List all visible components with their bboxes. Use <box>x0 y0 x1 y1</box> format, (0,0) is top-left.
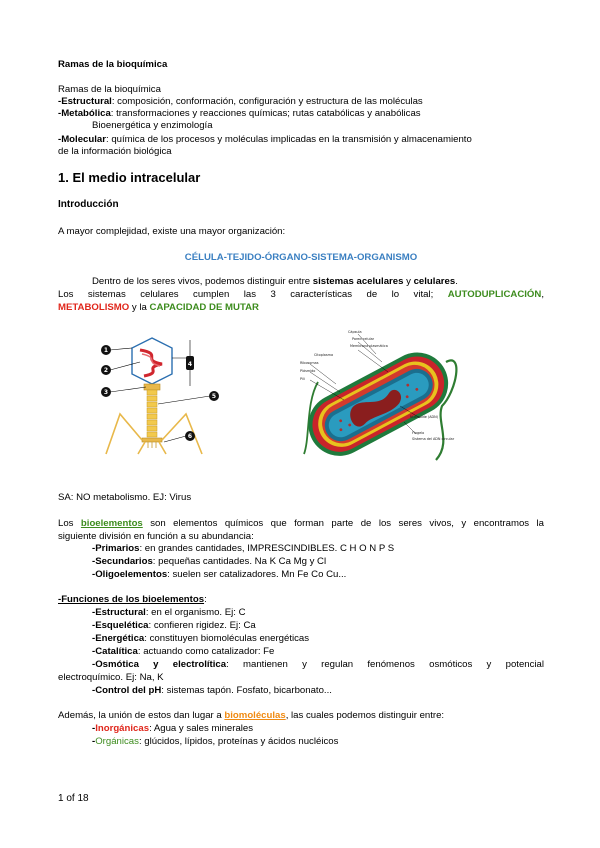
rama-estructural-text: : composición, conformación, configuración y estructura de las moléculas <box>111 96 423 107</box>
oligo-item <box>92 569 346 581</box>
funcion-esqueletica <box>92 620 256 632</box>
inorganicas-item <box>92 723 253 735</box>
virus-label-1: 1 <box>103 347 109 354</box>
organicas-item <box>92 736 338 748</box>
primarios-item <box>92 543 394 555</box>
secundarios-text: : pequeñas cantidades. Na K Ca Mg y Cl <box>152 556 327 567</box>
inorganicas-dash: - <box>92 723 96 734</box>
bacterium-illustration <box>296 322 466 462</box>
oligo-label: -Oligoelementos <box>92 569 168 580</box>
funcion-energetica-label: -Energética <box>92 633 145 644</box>
caracteristicas-paragraph <box>58 289 544 301</box>
bacteriophage-illustration <box>90 330 230 458</box>
bacteria-label-plasmido: Plásmido <box>300 369 316 373</box>
funcion-catalitica <box>92 646 274 658</box>
rama-molecular-cont: de la información biológica <box>58 146 172 157</box>
secundarios-label: -Secundarios <box>92 556 153 567</box>
organicas-label: Orgánicas <box>95 736 139 747</box>
bioelementos-paragraph <box>58 518 544 530</box>
primarios-label: -Primarios <box>92 543 140 554</box>
funcion-esqueletica-text: : confieren rigidez. Ej: Ca <box>148 620 256 631</box>
organization-levels: CÉLULA-TEJIDO-ÓRGANO-SISTEMA-ORGANISMO <box>184 252 418 263</box>
p2-e: . <box>455 276 458 287</box>
funcion-estructural <box>92 607 246 619</box>
p3-c: , <box>541 289 544 300</box>
intro-paragraph: A mayor complejidad, existe una mayor organización: <box>58 226 286 237</box>
bacteria-label-adn: Sistema del ADN circular <box>412 437 455 441</box>
caracteristicas-cont <box>58 302 259 314</box>
biomol-p-c: , las cuales podemos distinguir entre: <box>285 710 445 721</box>
p2-b: sistemas acelulares <box>312 276 404 287</box>
p2-d: celulares <box>413 276 456 287</box>
primarios-text: : en grandes cantidades, IMPRESCINDIBLES. C H O N P S <box>139 543 395 554</box>
virus-label-3: 3 <box>103 389 109 396</box>
doc-title: Ramas de la bioquímica <box>58 59 168 70</box>
section-heading: 1. El medio intracelular <box>58 170 201 185</box>
rama-metabolica <box>58 108 421 120</box>
funcion-osmotica-text: : mantienen y regulan fenómenos osmóticos y potencial <box>226 659 545 670</box>
funciones-colon: : <box>204 594 207 605</box>
bioelementos-cont: siguiente división en función a su abundancia: <box>58 531 254 542</box>
acelulares-paragraph <box>92 276 458 288</box>
bacteria-label-nucleoide: Nucleoide (ADN) <box>410 415 439 419</box>
bacteria-label-membrana: Membrana plasmática <box>350 344 388 348</box>
organicas-text: : glúcidos, lípidos, proteínas y ácidos nucléicos <box>138 736 339 747</box>
p3-autoduplicacion: AUTODUPLICACIÓN <box>447 289 542 300</box>
oligo-text: : suelen ser catalizadores. Mn Fe Co Cu... <box>167 569 347 580</box>
rama-molecular-text: : química de los procesos y moléculas implicadas en la transmisión y almacenamiento <box>105 134 472 145</box>
biomoleculas-link[interactable]: biomoléculas <box>224 710 286 721</box>
bio-p1-c: son elementos químicos que forman parte de los seres vivos, y encontramos la <box>142 518 544 529</box>
p4-metabolismo: METABOLISMO <box>58 302 130 313</box>
rama-molecular <box>58 134 472 146</box>
funcion-osmotica-label: -Osmótica y electrolítica <box>92 659 227 670</box>
rama-metabolica-text: : transformaciones y reacciones químicas; rutas catabólicas y anabólicas <box>110 108 421 119</box>
funcion-estructural-text: : en el organismo. Ej: C <box>145 607 246 618</box>
funcion-osmotica-cont: electroquímico. Ej: Na, K <box>58 672 164 683</box>
sa-line: SA: NO metabolismo. EJ: Virus <box>58 492 192 503</box>
rama-metabolica-cont: Bioenergética y enzimología <box>92 120 213 131</box>
virus-label-4: 4 <box>187 361 193 368</box>
p4-mutar: CAPACIDAD DE MUTAR <box>149 302 259 313</box>
funcion-osmotica <box>92 659 544 671</box>
biomol-p-a: Además, la unión de estos dan lugar a <box>58 710 225 721</box>
secundarios-item <box>92 556 326 568</box>
funcion-energetica <box>92 633 309 645</box>
ramas-heading: Ramas de la bioquímica <box>58 84 161 95</box>
bacteria-label-capsula: Cápsula <box>348 330 362 334</box>
funcion-esqueletica-label: -Esquelética <box>92 620 149 631</box>
bacteria-label-pared: Pared celular <box>352 337 375 341</box>
bioelementos-link[interactable]: bioelementos <box>80 518 143 529</box>
funciones-heading-text: -Funciones de los bioelementos <box>58 594 205 605</box>
inorganicas-label: Inorgánicas <box>95 723 150 734</box>
biomoleculas-paragraph <box>58 710 444 722</box>
p2-a: Dentro de los seres vivos, podemos distinguir entre <box>92 276 313 287</box>
funcion-catalitica-label: -Catalítica <box>92 646 138 657</box>
bio-p1-a: Los <box>58 518 81 529</box>
p4-b: y la <box>129 302 150 313</box>
p2-c: y <box>403 276 414 287</box>
virus-label-2: 2 <box>103 367 109 374</box>
bacteria-label-citoplasma: Citoplasma <box>314 353 334 357</box>
funciones-heading <box>58 594 207 606</box>
organicas-dash: - <box>92 736 96 747</box>
funcion-estructural-label: -Estructural <box>92 607 146 618</box>
rama-estructural-label: -Estructural <box>58 96 112 107</box>
funcion-catalitica-text: : actuando como catalizador: Fe <box>137 646 275 657</box>
intro-heading: Introducción <box>58 199 119 210</box>
bacteria-label-ribosomas: Ribosomas <box>300 361 319 365</box>
virus-label-5: 5 <box>211 393 217 400</box>
funcion-energetica-text: : constituyen biomoléculas energéticas <box>144 633 310 644</box>
rama-metabolica-label: -Metabólica <box>58 108 111 119</box>
bacteria-label-flagelo: Flagelo <box>412 431 425 435</box>
page-number: 1 of 18 <box>58 793 89 804</box>
funcion-ph-text: : sistemas tapón. Fosfato, bicarbonato... <box>161 685 332 696</box>
rama-molecular-label: -Molecular <box>58 134 106 145</box>
funcion-ph-label: -Control del pH <box>92 685 162 696</box>
p3-a: Los sistemas celulares cumplen las 3 características de lo vital; <box>58 289 448 300</box>
virus-label-6: 6 <box>187 433 193 440</box>
bacteria-label-pili: Pili <box>300 377 305 381</box>
funcion-ph <box>92 685 332 697</box>
rama-estructural <box>58 96 423 108</box>
inorganicas-text: : Agua y sales minerales <box>149 723 254 734</box>
